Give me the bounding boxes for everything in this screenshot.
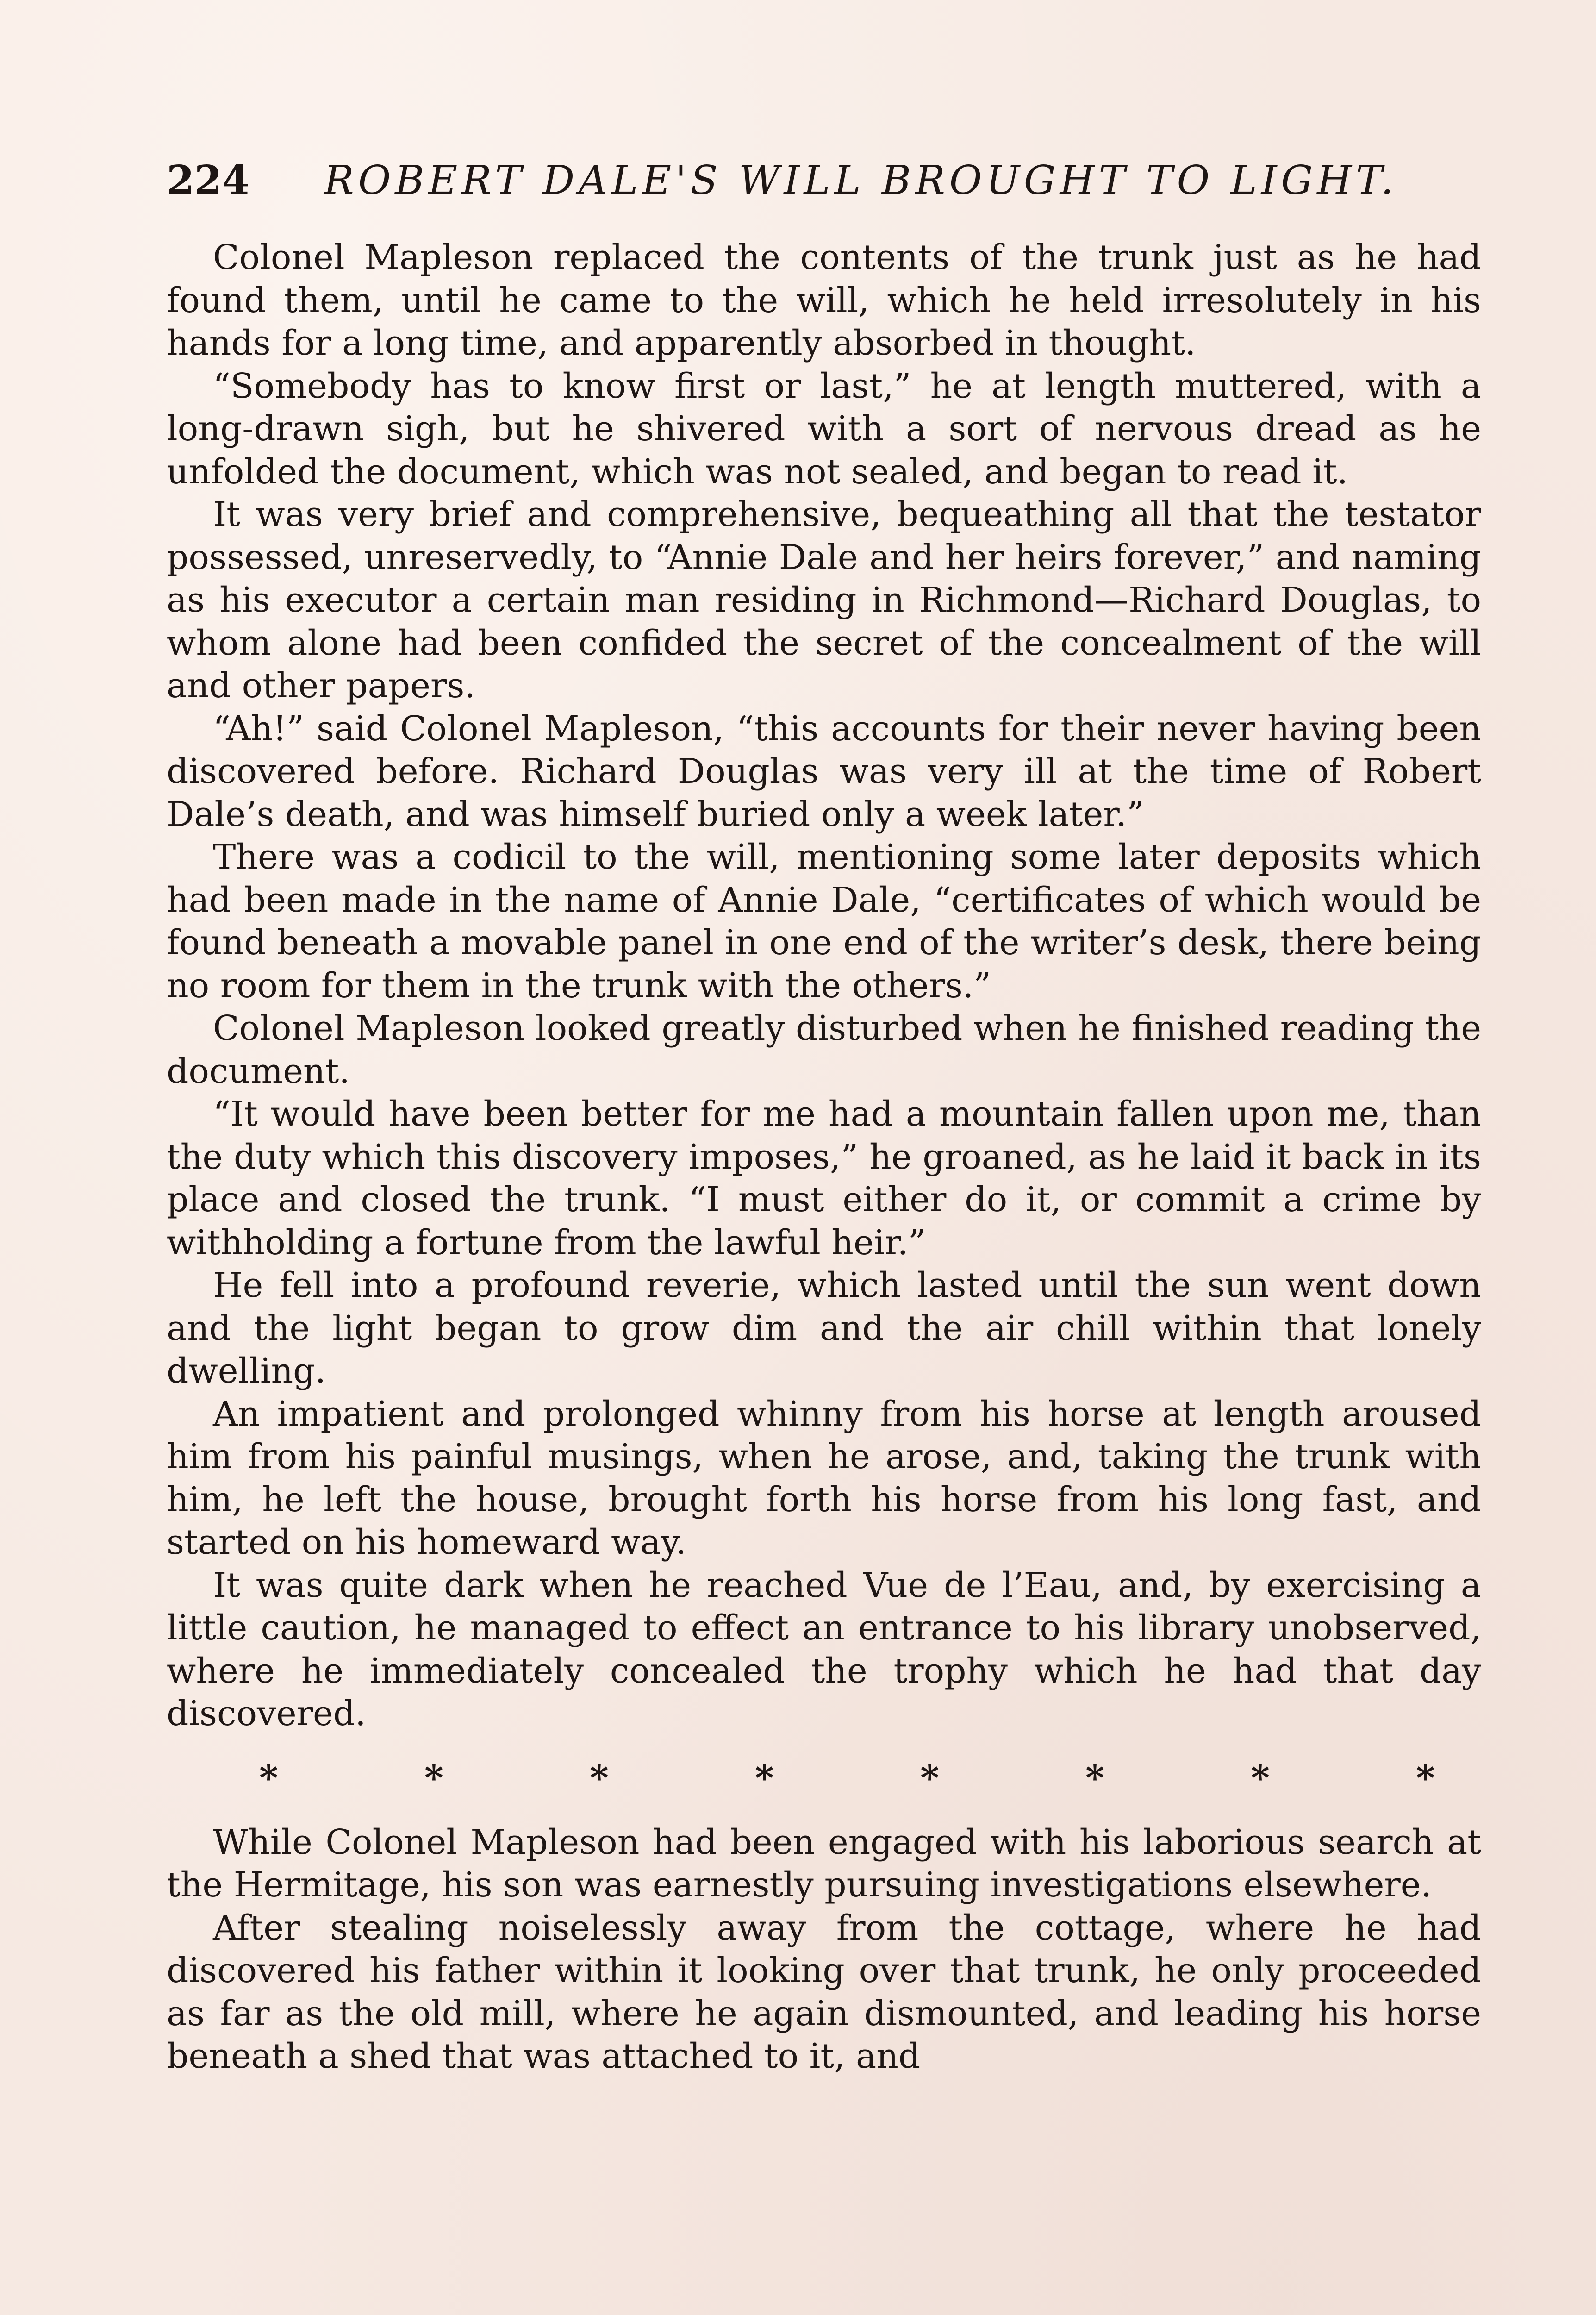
section-break-star: * (920, 1757, 939, 1799)
paragraph: “Ah!” said Colonel Mapleson, “this accounts for their never having been discovered before. Richard Douglas was very ill at the time of Robert Dale’s death, and was himself buried only a week later.” (167, 708, 1481, 834)
paragraph: Colonel Mapleson replaced the contents of the trunk just as he had found them, until he came to the will, which he held irresolutely in his hands for a long time, and apparently absorbed in thought. (167, 238, 1481, 363)
page-header (167, 155, 1398, 206)
paragraph: There was a codicil to the will, mentioning some later deposits which had been made in the name of Annie Dale, “certificates of which would be found beneath a movable panel in one end of the writer’s desk, there being no room for them in the trunk with the others.” (167, 837, 1481, 1006)
paragraph: “Somebody has to know first or last,” he at length muttered, with a long-drawn sigh, but he shivered with a sort of nervous dread as he unfolded the document, which was not sealed, and began to read it. (167, 366, 1481, 492)
section-break-star: * (1251, 1757, 1270, 1799)
section-break-star: * (259, 1757, 278, 1799)
paragraph: It was very brief and comprehensive, bequeathing all that the testator possessed, unreservedly, to “Annie Dale and her heirs forever,” and naming as his executor a certain man residing in Richmond—Richard Douglas, to whom alone had been confided the secret of the concealment of the will and other papers. (167, 494, 1481, 706)
section-break-star: * (590, 1757, 609, 1799)
body-text (167, 236, 1481, 2078)
paragraph: After stealing noiselessly away from the cottage, where he had discovered his father within it looking over that trunk, he only proceeded as far as the old mill, where he again dismounted, and leading his horse beneath a shed that was attached to it, and (167, 1908, 1481, 2076)
running-head: ROBERT DALE'S WILL BROUGHT TO LIGHT. (324, 157, 1398, 204)
paragraph: He fell into a profound reverie, which lasted until the sun went down and the light began to grow dim and the air chill within that lonely dwelling. (167, 1265, 1481, 1391)
paragraph: Colonel Mapleson looked greatly disturbed when he finished reading the document. (167, 1008, 1481, 1091)
paragraph: It was quite dark when he reached Vue de l’Eau, and, by exercising a little caution, he managed to effect an entrance to his library unobserved, where he immediately concealed the trophy which he had that day discovered. (167, 1565, 1481, 1733)
page-number: 224 (167, 157, 250, 204)
section-break-star: * (1085, 1757, 1104, 1799)
paragraph: An impatient and prolonged whinny from his horse at length aroused him from his painful musings, when he arose, and, taking the trunk with him, he left the house, brought forth his horse from his long fast, and started on his homeward way. (167, 1394, 1481, 1562)
paragraph: While Colonel Mapleson had been engaged with his laborious search at the Hermitage, his son was earnestly pursuing investigations elsewhere. (167, 1822, 1481, 1905)
section-break-star: * (1416, 1757, 1435, 1799)
section-break-star: * (424, 1757, 443, 1799)
section-break (167, 1735, 1481, 1821)
section-break-star: * (755, 1757, 774, 1799)
paragraph: “It would have been better for me had a mountain fallen upon me, than the duty which this discovery imposes,” he groaned, as he laid it back in its place and closed the trunk. “I must either do it, or commit a crime by withholding a fortune from the lawful heir.” (167, 1094, 1481, 1263)
